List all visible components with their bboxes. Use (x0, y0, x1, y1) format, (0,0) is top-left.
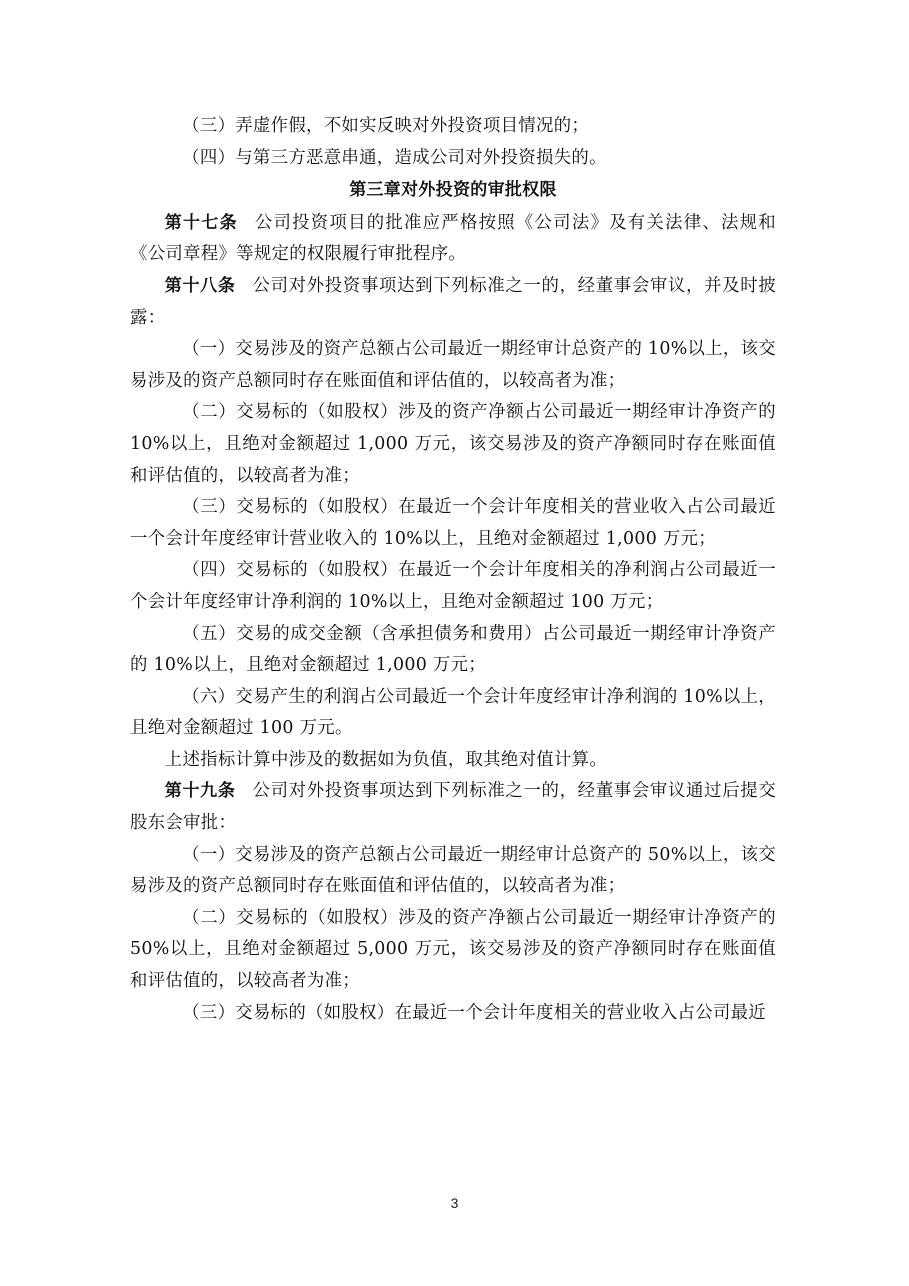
document-body (130, 111, 776, 1029)
article-18-label: 第十八条 (164, 275, 236, 296)
chapter-heading: 第三章对外投资的审批权限 (349, 180, 557, 201)
article-18-item-5: （五）交易的成交金额（含承担债务和费用）占公司最近一期经审计净资产的 10%以上，且绝对金额超过 1,000 万元； (130, 623, 776, 676)
article-17-label: 第十七条 (164, 212, 238, 233)
article-19-text: 公司对外投资事项达到下列标准之一的，经董事会审议通过后提交股东会审批： (130, 781, 777, 834)
article-18-item-3: （三）交易标的（如股权）在最近一个会计年度相关的营业收入占公司最近一个会计年度经审计营业收入的 10%以上，且绝对金额超过 1,000 万元； (130, 497, 776, 549)
page-number: 3 (450, 1195, 459, 1211)
article-19-label: 第十九条 (164, 781, 236, 802)
pre-item-4: （四）与第三方恶意串通，造成公司对外投资损失的。 (182, 147, 607, 168)
article-18-item-2: （二）交易标的（如股权）涉及的资产净额占公司最近一期经审计净资产的 10%以上，且绝对金额超过 1,000 万元，该交易涉及的资产净额同时存在账面值和评估值的，以较高者为准； (130, 402, 776, 486)
pre-item-3: （三）弄虚作假，不如实反映对外投资项目情况的； (182, 116, 590, 136)
article-18-item-4: （四）交易标的（如股权）在最近一个会计年度相关的净利润占公司最近一个会计年度经审计净利润的 10%以上，且绝对金额超过 100 万元； (130, 560, 776, 612)
article-19-item-2: （二）交易标的（如股权）涉及的资产净额占公司最近一期经审计净资产的 50%以上，且绝对金额超过 5,000 万元，该交易涉及的资产净额同时存在账面值和评估值的，以较高者为准； (130, 907, 776, 992)
article-18-note: 上述指标计算中涉及的数据如为负值，取其绝对值计算。 (164, 749, 608, 770)
article-19-item-1: （一）交易涉及的资产总额占公司最近一期经审计总资产的 50%以上，该交易涉及的资产总额同时存在账面值和评估值的，以较高者为准； (130, 844, 776, 897)
article-17-text: 公司投资项目的批准应严格按照《公司法》及有关法律、法规和《公司章程》等规定的权限履行审批程序。 (130, 212, 776, 265)
article-19 (130, 776, 776, 839)
article-17 (130, 208, 776, 271)
article-19-item-3: （三）交易标的（如股权）在最近一个会计年度相关的营业收入占公司最近 (182, 1002, 766, 1023)
article-18-text: 公司对外投资事项达到下列标准之一的，经董事会审议，并及时披露： (130, 275, 777, 328)
article-18 (130, 271, 776, 334)
article-18-item-6: （六）交易产生的利润占公司最近一个会计年度经审计净利润的 10%以上，且绝对金额超过 100 万元。 (130, 686, 776, 739)
article-18-item-1: （一）交易涉及的资产总额占公司最近一期经审计总资产的 10%以上，该交易涉及的资产总额同时存在账面值和评估值的，以较高者为准； (130, 339, 776, 391)
